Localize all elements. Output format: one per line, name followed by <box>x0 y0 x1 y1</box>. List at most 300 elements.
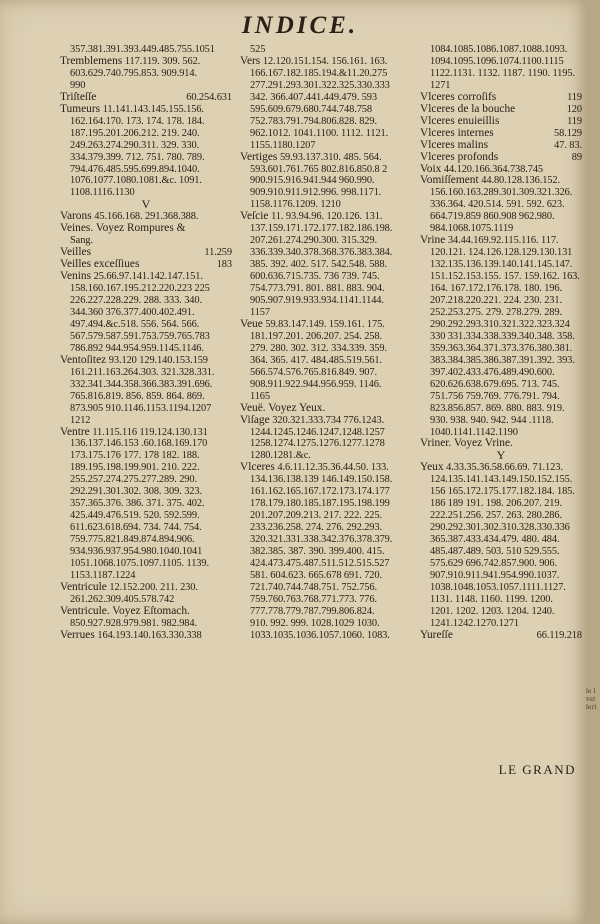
entry-continuation <box>240 630 418 642</box>
entry-continuation <box>240 271 418 283</box>
entry-continuation <box>420 283 582 295</box>
entry-continuation <box>240 498 418 510</box>
index-entry <box>60 211 232 223</box>
entry-pages: 45.166.168. 291.368.388. <box>94 211 199 223</box>
entry-continuation <box>420 582 582 594</box>
entry-pages: 1038.1048.1053.1057.1111.1127. <box>430 581 566 593</box>
entry-pages: 1212 <box>70 414 91 426</box>
entry-term: Tremblemens <box>60 55 123 67</box>
entry-continuation <box>240 128 418 140</box>
entry-continuation <box>60 522 232 534</box>
entry-continuation <box>420 56 582 68</box>
entry-term: Varons <box>60 211 92 223</box>
entry-pages: 156.160.163.289.301.309.321.326. <box>430 187 573 199</box>
entry-pages: 1155.1180.1207 <box>250 139 316 151</box>
entry-pages: 910. 992. 999. 1028.1029 1030. <box>250 617 380 629</box>
entry-continuation <box>240 606 418 618</box>
entry-continuation <box>60 44 232 56</box>
entry-term: Ventricule. Voyez Eſtomach. <box>60 605 190 617</box>
entry-continuation <box>420 223 582 235</box>
index-entry <box>420 462 582 474</box>
entry-continuation <box>60 403 232 415</box>
entry-pages: 164.193.140.163.330.338 <box>97 629 202 641</box>
entry-pages: 990 <box>70 79 86 91</box>
entry-pages: 485.487.489. 503. 510 529.555. <box>430 546 560 558</box>
entry-continuation <box>420 68 582 80</box>
entry-continuation <box>60 175 232 187</box>
entry-pages: 134.136.138.139 146.149.150.158. <box>250 474 393 486</box>
entry-pages: 1131. 1148. 1160. 1199. 1200. <box>430 593 553 605</box>
entry-term: Veuë. Voyez Yeux. <box>240 402 326 414</box>
entry-term: Vlceres profonds <box>420 151 499 163</box>
entry-pages: 120.121. 124.126.128.129.130.131 <box>430 247 573 259</box>
entry-pages: 4.6.11.12.35.36.44.50. 133. <box>277 462 389 474</box>
entry-continuation <box>240 510 418 522</box>
index-entry <box>420 116 582 128</box>
entry-pages: 290.292.293.310.321.322.323.324 <box>430 318 570 330</box>
entry-continuation <box>60 343 232 355</box>
entry-pages: 249.263.274.290.311. 329. 330. <box>70 139 200 151</box>
entry-pages: 4.33.35.36.58.66.69. 71.123. <box>446 462 563 474</box>
entry-pages: 620.626.638.679.695. 713. 745. <box>430 378 560 390</box>
entry-pages: 751.756 759.769. 776.791. 794. <box>430 390 560 402</box>
entry-term: Vomiſſement <box>420 175 479 187</box>
entry-pages: 909.910.911.912.996. 998.1171. <box>250 187 382 199</box>
entry-continuation <box>60 379 232 391</box>
entry-pages: 156 165.172.175.177.182.184. 185. <box>430 486 575 498</box>
entry-pages: 364. 365. 417. 484.485.519.561. <box>250 354 382 366</box>
entry-term: Vlceres corroſifs <box>420 91 497 103</box>
entry-pages: 44.80.128.136.152. <box>481 175 560 187</box>
entry-pages: 277.291.293.301.322.325.330.333 <box>250 79 390 91</box>
entry-continuation <box>60 462 232 474</box>
entry-pages: 117.119. 309. 562. <box>124 55 201 67</box>
entry-pages: 132.135.136.139.140.141.145.147. <box>430 259 573 271</box>
entry-pages: 59.93.137.310. 485. 564. <box>279 151 382 163</box>
entry-pages: 11.259 <box>204 247 232 259</box>
entry-pages: 357.381.391.393.449.485.755.1051 <box>70 44 215 55</box>
entry-pages: 1271 <box>430 79 451 91</box>
entry-pages: Sang. <box>70 235 93 247</box>
entry-continuation <box>240 175 418 187</box>
entry-pages: 786.892 944.954.959.1145.1146. <box>70 342 204 354</box>
entry-continuation <box>240 594 418 606</box>
entry-continuation <box>240 92 418 104</box>
entry-pages: 120 <box>566 103 582 115</box>
entry-pages: 759.760.763.768.771.773. 776. <box>250 593 377 605</box>
entry-pages: 222.251.256. 257. 263. 280.286. <box>430 510 562 522</box>
entry-continuation <box>60 68 232 80</box>
entry-continuation <box>420 211 582 223</box>
entry-pages: 11.141.143.145.155.156. <box>102 103 204 115</box>
entry-pages: 124.135.141.143.149.150.152.155. <box>430 474 573 486</box>
entry-pages: 1153.1187.1224 <box>70 569 136 581</box>
entry-continuation <box>420 271 582 283</box>
entry-term: Ventre <box>60 426 90 438</box>
entry-term: Venins <box>60 271 92 283</box>
entry-continuation <box>240 618 418 630</box>
entry-pages: 1244.1245.1246.1247.1248.1257 <box>250 426 385 438</box>
index-entry <box>240 319 418 331</box>
entry-pages: 765.816.819. 856. 859. 864. 869. <box>70 390 205 402</box>
entry-pages: 178.179.180.185.187.195.198.199 <box>250 498 390 510</box>
entry-pages: 600.636.715.735. 736 739. 745. <box>250 271 380 283</box>
entry-continuation <box>60 116 232 128</box>
entry-continuation <box>240 367 418 379</box>
entry-term: Veilles <box>60 247 92 259</box>
entry-pages: 424.473.475.487.511.512.515.527 <box>250 557 390 569</box>
entry-continuation <box>60 474 232 486</box>
entry-pages: 850.927.928.979.981. 982.984. <box>70 617 197 629</box>
entry-pages: 1040.1141.1142.1190 <box>430 426 518 438</box>
entry-pages: 1157 <box>250 306 270 318</box>
index-entry <box>240 403 418 415</box>
entry-continuation <box>60 80 232 92</box>
entry-pages: 794.476.485.595.699.894.1040. <box>70 163 200 175</box>
entry-pages: 962.1012. 1041.1100. 1112. 1121. <box>250 127 389 139</box>
entry-pages: 397.402.433.476.489.490.600. <box>430 366 555 378</box>
entry-pages: 207.218.220.221. 224. 230. 231. <box>430 295 562 307</box>
entry-pages: 12.120.151.154. 156.161. 163. <box>262 55 388 67</box>
entry-pages: 59.83.147.149. 159.161. 175. <box>265 318 385 330</box>
entry-pages: 332.341.344.358.366.383.391.696. <box>70 378 213 390</box>
entry-term: Veue <box>240 318 263 330</box>
entry-pages: 823.856.857. 869. 880. 883. 919. <box>430 402 565 414</box>
entry-pages: 1241.1242.1270.1271 <box>430 617 520 629</box>
entry-continuation <box>240 570 418 582</box>
index-entry <box>420 92 582 104</box>
entry-pages: 908.911.922.944.956.959. 1146. <box>250 378 382 390</box>
entry-pages: 1076.1077.1080.1081.&c. 1091. <box>70 175 202 187</box>
entry-pages: 342. 366.407.441.449.479. 593 <box>250 91 377 103</box>
entry-continuation <box>420 391 582 403</box>
catchword: LE GRAND <box>498 762 576 777</box>
entry-term: Tumeurs <box>60 103 101 115</box>
entry-continuation <box>420 486 582 498</box>
index-entry <box>60 630 232 642</box>
entry-pages: 664.719.859 860.908 962.980. <box>430 211 555 223</box>
entry-pages: 581. 604.623. 665.678 691. 720. <box>250 569 382 581</box>
entry-pages: 905.907.919.933.934.1141.1144. <box>250 295 384 307</box>
entry-continuation <box>240 247 418 259</box>
entry-term: Vlceres de la bouche <box>420 103 516 115</box>
entry-continuation <box>60 187 232 199</box>
entry-term: Ventricule <box>60 581 107 593</box>
index-entry <box>420 104 582 116</box>
entry-continuation <box>240 438 418 450</box>
entry-continuation <box>240 558 418 570</box>
entry-term: Verrues <box>60 629 95 641</box>
index-entry <box>240 462 418 474</box>
entry-continuation <box>60 319 232 331</box>
entry-pages: 383.384.385.386.387.391.392. 393. <box>430 354 575 366</box>
entry-continuation <box>420 594 582 606</box>
entry-continuation <box>240 391 418 403</box>
entry-term: Veſcie <box>240 211 269 223</box>
entry-pages: 595.609.679.680.744.748.758 <box>250 103 372 115</box>
entry-pages: 233.236.258. 274. 276. 292.293. <box>250 522 382 534</box>
entry-pages: 611.623.618.694. 734. 744. 754. <box>70 522 202 534</box>
entry-continuation <box>60 546 232 558</box>
entry-continuation <box>420 319 582 331</box>
index-entry <box>240 152 418 164</box>
entry-pages: 382.385. 387. 390. 399.400. 415. <box>250 546 385 558</box>
entry-continuation <box>240 199 418 211</box>
index-entry <box>60 247 232 259</box>
entry-pages: 173.175.176 177. 178 182. 188. <box>70 450 200 462</box>
entry-pages: 261.262.309.405.578.742 <box>70 593 175 605</box>
entry-pages: 907.910.911.941.954.990.1037. <box>430 569 560 581</box>
entry-pages: 593.601.761.765 802.816.850.8 2 <box>250 163 388 175</box>
entry-continuation <box>240 343 418 355</box>
entry-pages: 164. 167.172.176.178. 180. 196. <box>430 283 562 295</box>
entry-pages: 603.629.740.795.853. 909.914. <box>70 67 197 79</box>
entry-continuation <box>60 164 232 176</box>
entry-continuation <box>60 486 232 498</box>
entry-pages: 66.119.218 <box>536 629 582 641</box>
index-entry <box>420 152 582 164</box>
entry-continuation <box>60 558 232 570</box>
entry-continuation <box>240 546 418 558</box>
entry-pages: 752.783.791.794.806.828. 829. <box>250 115 377 127</box>
entry-continuation <box>240 80 418 92</box>
entry-pages: 759.775.821.849.874.894.906. <box>70 534 195 546</box>
entry-continuation <box>240 68 418 80</box>
entry-continuation <box>420 606 582 618</box>
entry-term: Triſteſſe <box>60 91 97 103</box>
entry-continuation <box>240 474 418 486</box>
entry-pages: 137.159.171.172.177.182.186.198. <box>250 223 393 235</box>
entry-pages: 292.291.301.302. 308. 309. 323. <box>70 486 202 498</box>
entry-pages: 1165 <box>250 390 270 402</box>
entry-pages: 119 <box>567 91 582 103</box>
index-entry <box>60 271 232 283</box>
entry-pages: 201.207.209.213. 217. 222. 225. <box>250 510 382 522</box>
entry-pages: 151.152.153.155. 157. 159.162. 163. <box>430 271 580 283</box>
entry-term: Vlceres internes <box>420 127 494 139</box>
index-entry <box>240 211 418 223</box>
entry-pages: 58.129 <box>554 127 582 139</box>
entry-pages: 1158.1176.1209. 1210 <box>250 199 341 211</box>
entry-continuation <box>240 331 418 343</box>
index-entry <box>420 128 582 140</box>
index-entry <box>420 140 582 152</box>
entry-pages: 754.773.791. 801. 881. 883. 904. <box>250 283 385 295</box>
entry-continuation <box>60 283 232 295</box>
entry-pages: 226.227.228.229. 288. 333. 340. <box>70 295 202 307</box>
entry-continuation <box>240 295 418 307</box>
entry-continuation <box>420 618 582 630</box>
index-column-1 <box>60 44 232 642</box>
entry-pages: 181.197.201. 206.207. 254. 258. <box>250 330 382 342</box>
entry-continuation <box>60 331 232 343</box>
entry-continuation <box>420 474 582 486</box>
entry-term: Veines. Voyez Rompures & <box>60 223 186 235</box>
entry-continuation <box>240 486 418 498</box>
entry-term: Vlceres enuieillis <box>420 115 500 127</box>
entry-continuation <box>60 450 232 462</box>
entry-continuation <box>420 546 582 558</box>
entry-continuation <box>240 427 418 439</box>
entry-pages: 357.365.376. 386. 371. 375. 402. <box>70 498 205 510</box>
entry-continuation <box>420 259 582 271</box>
index-entry <box>60 582 232 594</box>
entry-pages: 93.120 129.140.153.159 <box>108 354 208 366</box>
entry-continuation <box>420 199 582 211</box>
entry-pages: 162.164.170. 173. 174. 178. 184. <box>70 115 205 127</box>
entry-pages: 1094.1095.1096.1074.1100.1115 <box>430 55 564 67</box>
entry-pages: 1108.1116.1130 <box>70 187 135 199</box>
entry-continuation <box>420 44 582 56</box>
index-column-3 <box>420 44 582 642</box>
index-entry <box>60 427 232 439</box>
entry-continuation <box>60 415 232 427</box>
entry-continuation <box>420 570 582 582</box>
section-letter <box>420 450 582 462</box>
entry-term: Yureſſe <box>420 629 453 641</box>
entry-pages: 1258.1274.1275.1276.1277.1278 <box>250 438 385 450</box>
entry-continuation <box>60 391 232 403</box>
entry-continuation <box>60 128 232 140</box>
entry-pages: 189.195.198.199.901. 210. 222. <box>70 462 200 474</box>
entry-continuation <box>420 510 582 522</box>
entry-term: Vers <box>240 55 261 67</box>
entry-continuation <box>420 247 582 259</box>
entry-continuation <box>420 498 582 510</box>
section-letter-label: Y <box>496 450 506 463</box>
entry-continuation <box>420 367 582 379</box>
entry-pages: 1122.1131. 1132. 1187. 1190. 1195. <box>430 67 575 79</box>
entry-continuation <box>240 187 418 199</box>
entry-pages: 207.261.274.290.300. 315.329. <box>250 235 377 247</box>
entry-continuation <box>60 438 232 450</box>
entry-pages: 11.115.116 119.124.130.131 <box>92 426 208 438</box>
index-entry <box>420 630 582 642</box>
entry-continuation <box>420 534 582 546</box>
adjacent-page-edge <box>586 0 600 924</box>
entry-term: Yeux <box>420 462 444 474</box>
index-entry <box>60 104 232 116</box>
entry-pages: 334.379.399. 712. 751. 780. 789. <box>70 151 205 163</box>
entry-pages: 161.162.165.167.172.173.174.177 <box>250 486 390 498</box>
entry-pages: 359.363.364.371.373.376.380.381. <box>430 342 573 354</box>
entry-pages: 186 189 191. 198. 206.207. 219. <box>430 498 562 510</box>
entry-pages: 873.905 910.1146.1153.1194.1207 <box>70 402 212 414</box>
entry-continuation <box>240 104 418 116</box>
entry-term: Vertiges <box>240 151 278 163</box>
entry-pages: 1084.1085.1086.1087.1088.1093. <box>430 44 568 55</box>
entry-pages: 279. 280. 302. 312. 334.339. 359. <box>250 342 387 354</box>
entry-continuation <box>240 522 418 534</box>
index-entry <box>420 235 582 247</box>
entry-pages: 34.44.169.92.115.116. 117. <box>447 235 559 247</box>
entry-pages: 47. 83. <box>554 139 582 151</box>
entry-continuation <box>60 295 232 307</box>
index-entry <box>60 223 232 235</box>
index-entry <box>60 259 232 271</box>
entry-pages: 525 <box>250 44 266 55</box>
entry-continuation <box>420 295 582 307</box>
entry-continuation <box>60 618 232 630</box>
entry-pages: 336.339.340.378.368.376.383.384. <box>250 247 393 259</box>
entry-continuation <box>240 44 418 56</box>
entry-continuation <box>60 152 232 164</box>
entry-continuation <box>240 223 418 235</box>
entry-continuation <box>240 164 418 176</box>
entry-pages: 187.195.201.206.212. 219. 240. <box>70 127 200 139</box>
index-column-2 <box>240 44 418 642</box>
entry-pages: 1033.1035.1036.1057.1060. 1083. <box>250 629 390 641</box>
entry-pages: 119 <box>567 115 582 127</box>
entry-pages: 166.167.182.185.194.&11.20.275 <box>250 67 388 79</box>
index-entry <box>420 164 582 176</box>
entry-pages: 721.740.744.748.751. 752.756. <box>250 581 377 593</box>
entry-pages: 1201. 1202. 1203. 1204. 1240. <box>430 605 555 617</box>
entry-term: Ventoſitez <box>60 354 107 366</box>
adjacent-page-fragment: le l vat leri <box>586 688 597 711</box>
entry-continuation <box>240 283 418 295</box>
entry-pages: 425.449.476.519. 520. 592.599. <box>70 510 200 522</box>
entry-pages: 567.579.587.591.753.759.765.783 <box>70 330 210 342</box>
entry-pages: 320.321.331.338.342.376.378.379. <box>250 534 393 546</box>
entry-pages: 930. 938. 940. 942. 944 .1118. <box>430 414 554 426</box>
entry-pages: 44.120.166.364.738.745 <box>443 163 544 175</box>
entry-continuation <box>60 534 232 546</box>
entry-continuation <box>240 379 418 391</box>
entry-continuation <box>420 355 582 367</box>
index-entry <box>420 175 582 187</box>
entry-continuation <box>420 331 582 343</box>
section-letter <box>60 199 232 211</box>
entry-continuation <box>60 570 232 582</box>
entry-pages: 136.137.146.153 .60.168.169.170 <box>70 438 208 450</box>
entry-continuation <box>60 510 232 522</box>
entry-pages: 344.360 376.377.400.402.491. <box>70 306 195 318</box>
entry-pages: 25.66.97.141.142.147.151. <box>93 271 203 283</box>
entry-pages: 365.387.433.434.479. 480. 484. <box>430 534 560 546</box>
index-entry <box>60 56 232 68</box>
entry-pages: 158.160.167.195.212.220.223 225 <box>70 283 210 295</box>
entry-continuation <box>420 187 582 199</box>
entry-continuation <box>60 498 232 510</box>
entry-pages: 290.292.301.302.310.328.330.336 <box>430 522 570 534</box>
entry-pages: 777.778.779.787.799.806.824. <box>250 605 375 617</box>
entry-continuation <box>420 80 582 92</box>
entry-pages: 330 331.334.338.339.340.348. 358. <box>430 330 575 342</box>
index-entry <box>420 438 582 450</box>
entry-continuation <box>240 140 418 152</box>
entry-continuation <box>240 259 418 271</box>
entry-pages: 183 <box>216 259 232 271</box>
entry-pages: 60.254.631 <box>186 91 232 103</box>
entry-pages: 1051.1068.1075.1097.1105. 1139. <box>70 557 209 569</box>
entry-continuation <box>420 379 582 391</box>
entry-pages: 385. 392. 402. 517. 542.548. 588. <box>250 259 387 271</box>
entry-continuation <box>60 235 232 247</box>
entry-continuation <box>420 343 582 355</box>
entry-pages: 336.364. 420.514. 591. 592. 623. <box>430 199 565 211</box>
section-letter-label: V <box>141 199 151 212</box>
entry-term: Vlceres <box>240 462 275 474</box>
entry-continuation <box>420 558 582 570</box>
entry-continuation <box>240 116 418 128</box>
entry-pages: 934.936.937.954.980.1040.1041 <box>70 546 203 558</box>
entry-continuation <box>60 307 232 319</box>
entry-continuation <box>240 355 418 367</box>
entry-continuation <box>60 140 232 152</box>
entry-pages: 320.321.333.734 776.1243. <box>272 414 385 426</box>
index-entry <box>240 56 418 68</box>
